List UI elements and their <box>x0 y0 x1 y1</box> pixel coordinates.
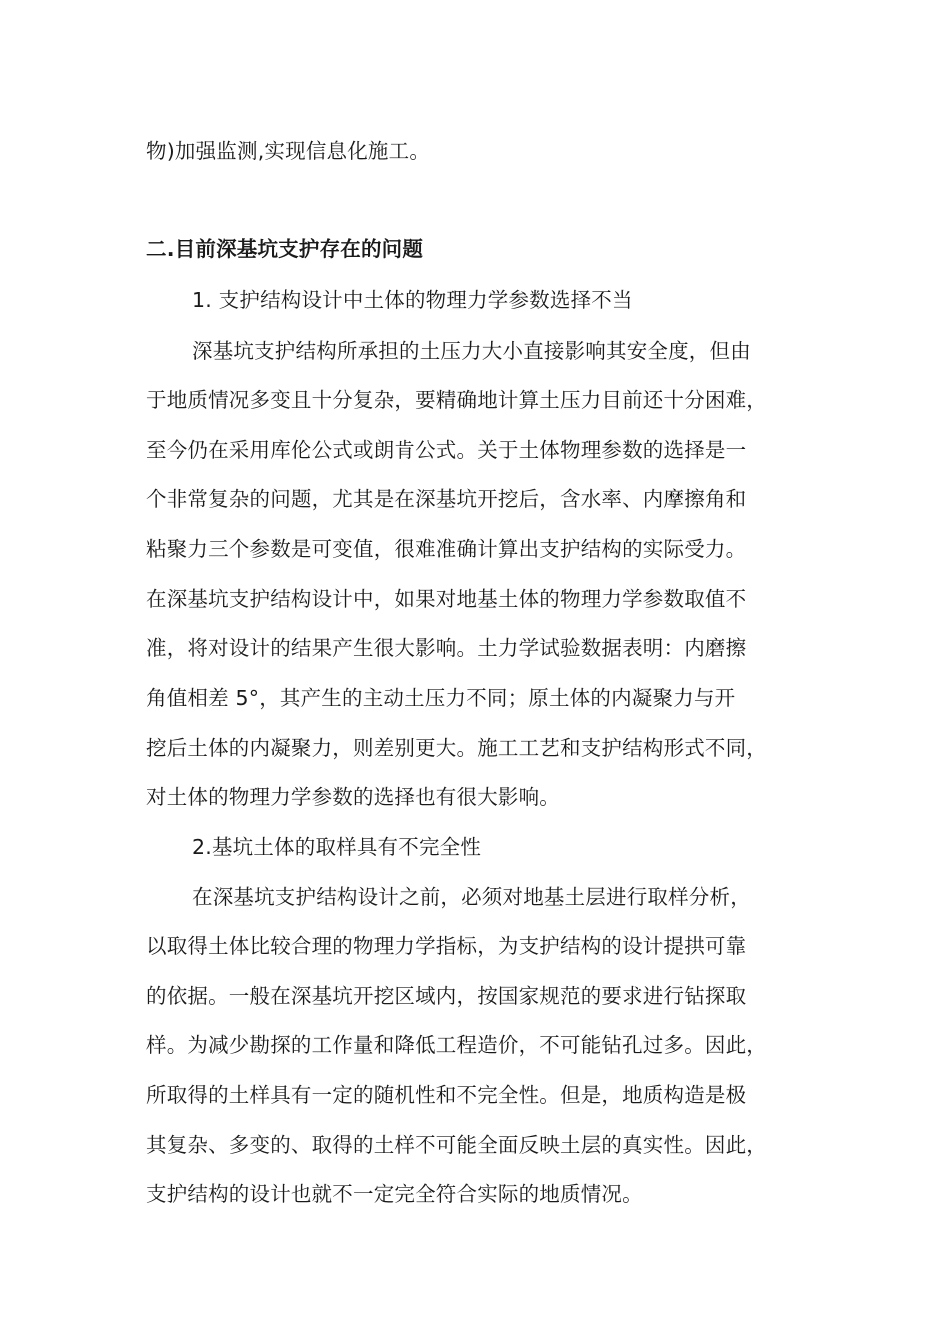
section-heading: 二.目前深基坑支护存在的问题 <box>146 237 424 261</box>
paragraph-2-line: 在深基坑支护结构设计之前，必须对地基土层进行取样分析， <box>192 885 751 909</box>
paragraph-1-line: 于地质情况多变且十分复杂，要精确地计算土压力目前还十分困难， <box>146 388 767 412</box>
paragraph-1-line: 深基坑支护结构所承担的土压力大小直接影响其安全度，但由 <box>192 339 751 363</box>
paragraph-1-line: 在深基坑支护结构设计中，如果对地基土体的物理力学参数取值不 <box>146 587 747 611</box>
paragraph-2-line: 其复杂、多变的、取得的土样不可能全面反映土层的真实性。因此， <box>146 1133 767 1157</box>
subsection-1-title: 1. 支护结构设计中土体的物理力学参数选择不当 <box>192 288 633 312</box>
paragraph-1-line: 对土体的物理力学参数的选择也有很大影响。 <box>146 785 560 809</box>
paragraph-1-line: 至今仍在采用库伦公式或朗肯公式。关于土体物理参数的选择是一 <box>146 438 747 462</box>
paragraph-1-line: 粘聚力三个参数是可变值，很难准确计算出支护结构的实际受力。 <box>146 537 747 561</box>
paragraph-1-line: 准，将对设计的结果产生很大影响。土力学试验数据表明：内磨擦 <box>146 636 747 660</box>
paragraph-1-line: 个非常复杂的问题，尤其是在深基坑开挖后，含水率、内摩擦角和 <box>146 487 747 511</box>
subsection-2-title: 2.基坑土体的取样具有不完全性 <box>192 835 482 859</box>
paragraph-2-line: 以取得土体比较合理的物理力学指标，为支护结构的设计提拱可靠 <box>146 934 747 958</box>
continuation-text: 物)加强监测,实现信息化施工。 <box>146 139 431 163</box>
paragraph-2-line: 的依据。一般在深基坑开挖区域内，按国家规范的要求进行钻探取 <box>146 984 747 1008</box>
paragraph-2-line: 支护结构的设计也就不一定完全符合实际的地质情况。 <box>146 1182 643 1206</box>
paragraph-1-line: 挖后土体的内凝聚力，则差别更大。施工工艺和支护结构形式不同， <box>146 736 767 760</box>
paragraph-2-line: 样。为减少勘探的工作量和降低工程造价，不可能钻孔过多。因此， <box>146 1033 767 1057</box>
paragraph-2-line: 所取得的土样具有一定的随机性和不完全性。但是，地质构造是极 <box>146 1083 747 1107</box>
paragraph-1-line: 角值相差 5°，其产生的主动土压力不同；原土体的内凝聚力与开 <box>146 686 736 710</box>
